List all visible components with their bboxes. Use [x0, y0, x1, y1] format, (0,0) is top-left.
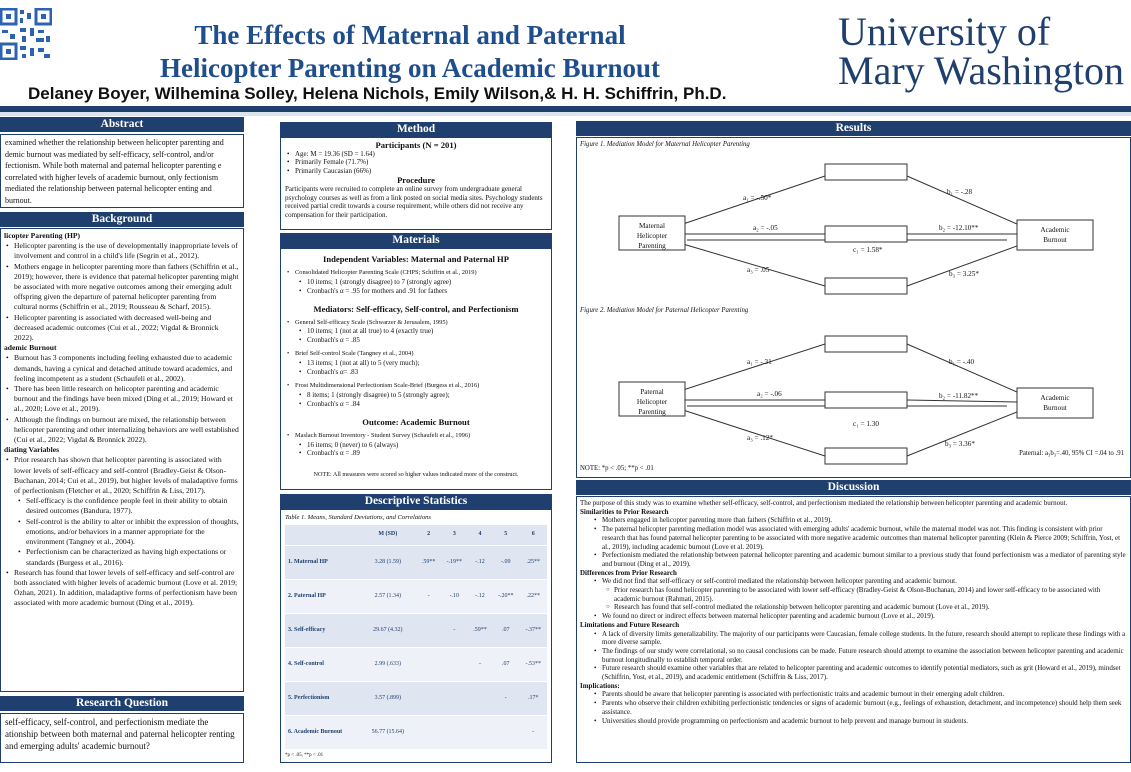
fig1-m1-box — [825, 164, 907, 180]
table-cell: - — [441, 613, 468, 647]
scale-detail: • Cronbach's α = .89 — [285, 449, 547, 458]
abstract-text: examined whether the relationship between helicopter parenting and demic burnout was mediated by self-efficacy, self-control, and/or fectionism. While both maternal and paternal helicopter parenting e correlated with higher levels of academic burnout, only fectionism mediated the relationship between paternal helicopter enting and burnout. — [5, 138, 224, 205]
research-question-text: self-efficacy, self-control, and perfectionism mediate the ationship between both maternal and paternal helicopter renting and emerging adults' academic burnout? — [5, 717, 235, 751]
descriptive-box — [280, 509, 552, 763]
table-cell — [441, 681, 468, 715]
table-cell: -.10 — [441, 579, 468, 613]
table-cell — [441, 647, 468, 681]
fig2-a1: a₁ = -.31 — [747, 358, 772, 366]
fig2-y-label1: Academic — [1040, 394, 1070, 402]
background-bullet: • Helicopter parenting is associated with decreased well-being and decreased academic outcomes (Cui et al., 2022; Vigdal & Bronnick 2022). — [4, 313, 240, 344]
figure1-caption: Figure 1. Mediation Model for Maternal Helicopter Parenting — [580, 141, 750, 148]
table-footnote: *p < .05, **p < .01 — [285, 752, 324, 758]
fig2-c: c₁ = 1.30 — [853, 420, 879, 428]
table-cell: .59** — [417, 545, 441, 579]
table-header-cell: 6 — [519, 525, 547, 545]
spacer — [285, 296, 547, 301]
scale-detail: • Cronbach's α = .84 — [285, 400, 547, 409]
table-cell: .22** — [519, 579, 547, 613]
participants-title: Participants (N = 201) — [375, 140, 457, 150]
fig2-x-label1: Paternal — [640, 388, 664, 396]
fig1-x-label3: Parenting — [638, 242, 666, 250]
table-row-label: 3. Self-efficacy — [285, 613, 359, 647]
fig2-b3: b₃ = 3.36* — [945, 440, 975, 448]
background-heading: Background — [0, 212, 244, 227]
table-cell — [468, 715, 492, 749]
fig1-m2-box — [825, 226, 907, 242]
table-row — [285, 647, 547, 681]
background-bullet: • Prior research has shown that helicopter parenting is associated with lower levels of self-efficacy and self-control (Bradley-Geist & Olson-Buchanan, 2014; Cui et al., 2019), but higher levels of maladaptive forms of perfectionism (Fletcher et al., 2020; Schiffrin & Liss, 2017). — [4, 455, 240, 496]
table-cell — [492, 715, 519, 749]
background-subbullet: • Self-control is the ability to alter or inhibit the expression of thoughts, emotions, and/or behaviors in a manner appropriate for the environment (Tangney et al., 2004). — [4, 517, 240, 548]
discussion-subheading: Limitations and Future Research — [580, 620, 680, 629]
table-cell — [417, 647, 441, 681]
fig2-y-label2: Burnout — [1043, 404, 1067, 412]
table-cell: - — [468, 647, 492, 681]
fig1-b2: b₂ = -12.10** — [939, 224, 979, 232]
discussion-bullet: • Perfectionism mediated the relationship between paternal helicopter parenting and academic burnout similar to a previous study that found perfectionism was a mediator of parenting style and burnout (Ding et al., 2019). — [580, 551, 1127, 568]
table-cell: -.20** — [492, 579, 519, 613]
university-logo — [838, 9, 1131, 93]
fig2-x-label2: Helicopter — [636, 398, 668, 406]
qr-code[interactable] — [0, 8, 52, 60]
table-cell: 3.57 (.899) — [359, 681, 417, 715]
discussion-bullet: • Future research should examine other variables that are related to helicopter parenting and academic outcomes to identify potential mediators, such as grit (Howard et al., 2019), mindset (Schiffrin, Yost, et al., 2019), and academic entitlement (Schiffrin & Liss, 2017). — [580, 664, 1127, 681]
descriptive-table — [285, 525, 547, 750]
discussion-bullet: • The findings of our study were correlational, so no causal conclusions can be made. Future research should attempt to examine the association between helicopter parenting and academic burnout longitudinally to establish temporal order. — [580, 647, 1127, 664]
table-row-label: 2. Paternal HP — [285, 579, 359, 613]
table-cell: -.12 — [468, 579, 492, 613]
table-cell: -.09 — [492, 545, 519, 579]
table-row — [285, 545, 547, 579]
fig1-c: c₁ = 1.58* — [853, 246, 883, 254]
table-cell: .17* — [519, 681, 547, 715]
background-box — [0, 228, 244, 692]
table-cell: .07 — [492, 647, 519, 681]
authors: Delaney Boyer, Wilhemina Solley, Helena Nichols, Emily Wilson,& H. H. Schiffrin, Ph.D. — [28, 84, 727, 103]
discussion-bullet: • Universities should provide programming on perfectionism and academic burnout to help prevent and manage burnout in students. — [580, 717, 1127, 726]
abstract-heading: Abstract — [0, 117, 244, 132]
fig2-m1-box — [825, 336, 907, 352]
fig2-a2: a₂ = -.06 — [757, 390, 782, 398]
fig1-y-box — [1017, 220, 1093, 250]
fig1-b1: b₁ = -.28 — [947, 188, 973, 196]
poster-title-line1: The Effects of Maternal and Paternal — [194, 20, 626, 50]
table-header-cell: 3 — [441, 525, 468, 545]
table-cell: - — [417, 579, 441, 613]
scale-detail: • 16 items; 0 (never) to 6 (always) — [285, 441, 547, 450]
discussion-bullet: • We did not find that self-efficacy or self-control mediated the relationship between helicopter parenting and academic burnout. — [580, 577, 1127, 586]
figure2-caption: Figure 2. Mediation Model for Paternal Helicopter Parenting — [580, 307, 749, 314]
figure1-mediation-model — [587, 154, 1127, 304]
mediators-title: Mediators: Self-efficacy, Self-control, and Perfectionism — [313, 303, 519, 314]
poster-title-line2: Helicopter Parenting on Academic Burnout — [160, 53, 660, 83]
discussion-subheading: Implications: — [580, 681, 620, 690]
table-cell: .25** — [519, 545, 547, 579]
table-cell: -.37** — [519, 613, 547, 647]
materials-box — [280, 248, 552, 490]
results-heading: Results — [576, 121, 1131, 136]
table-cell: - — [492, 681, 519, 715]
fig1-a1: a₁ = -.50* — [743, 194, 772, 202]
background-bullet: • Research has found that lower levels of self-efficacy and self-control are both associated with higher levels of academic burnout (Love et al. 2019; Özhan, 2021). In addition, maladaptive forms of perfectionism have been associated with more academic burnout (Ding et al., 2019). — [4, 568, 240, 609]
discussion-intro: The purpose of this study was to examine whether self-efficacy, self-control, and perfectionism mediated the relationship between helicopter parenting and academic burnout. — [580, 499, 1068, 507]
scale-name: • Consolidated Helicopter Parenting Scale (CHPS; Schiffrin et al., 2019) — [285, 269, 547, 278]
fig1-a2: a₂ = -.05 — [753, 224, 778, 232]
fig2-y-box — [1017, 388, 1093, 418]
scale-detail: • 13 items; 1 (not at all) to 5 (very much); — [285, 359, 547, 368]
background-bullet: • There has been little research on helicopter parenting and academic burnout and the findings have been mixed (Ding et al., 2019; Howard et al., 2020; Love et al., 2019). — [4, 384, 240, 415]
table-header-cell: 4 — [468, 525, 492, 545]
table-header-cell: M (SD) — [359, 525, 417, 545]
fig1-a3: a₃ = .05 — [747, 266, 770, 274]
results-box — [576, 137, 1131, 478]
fig2-m3-box — [825, 448, 907, 464]
table-cell — [468, 681, 492, 715]
background-subheading: ademic Burnout — [4, 343, 57, 353]
scale-name: • General Self-efficacy Scale (Schwarzer & Jerusalem, 1995) — [285, 319, 547, 328]
table-header-cell: 2 — [417, 525, 441, 545]
fig2-b2: b₂ = -11.82** — [939, 392, 979, 400]
scale-name: • Maslach Burnout Inventory - Student Survey (Schaufeli et al., 1996) — [285, 432, 547, 441]
table-cell — [441, 715, 468, 749]
materials-note: NOTE: All measures were scored so higher values indicated more of the construct. — [313, 471, 519, 479]
table-cell — [417, 681, 441, 715]
background-bullet: • Mothers engage in helicopter parenting more than fathers (Schiffrin et al., 2019); however, there is evidence that paternal helicopter parenting might be associated with more negative outcomes among their emerging adult offspring given the departure of paternal helicopter parenting from cultural norms (Schiffrin et al., 2019; Rousseau & Scharf, 2015). — [4, 262, 240, 313]
table-cell — [417, 613, 441, 647]
procedure-text: Participants were recruited to complete an online survey from undergraduate general psychology courses as well as from a link posted on social media sites. Psychology students received partial credit towards a course requirement, while others did not receive any compensation for their participation. — [285, 184, 543, 219]
results-note: NOTE: *p < .05; **p < .01 — [580, 465, 654, 472]
participant-caucasian: • Primarily Caucasian (66%) — [285, 167, 547, 176]
fig1-y-label2: Burnout — [1043, 236, 1067, 244]
research-question-heading: Research Question — [0, 696, 244, 711]
fig2-m2-box — [825, 392, 907, 408]
discussion-subheading: Differences from Prior Research — [580, 568, 677, 577]
table-cell: -.12 — [468, 545, 492, 579]
table-cell: -.53** — [519, 647, 547, 681]
abstract-box — [0, 134, 244, 208]
table-header-cell — [285, 525, 359, 545]
spacer — [285, 458, 547, 463]
table-row-label: 5. Perfectionism — [285, 681, 359, 715]
fig1-m3-box — [825, 278, 907, 294]
table-row-label: 1. Maternal HP — [285, 545, 359, 579]
table-cell: 3.28 (1.59) — [359, 545, 417, 579]
table-cell: .07 — [492, 613, 519, 647]
table-cell: 2.57 (1.34) — [359, 579, 417, 613]
scale-detail: • Cronbach's α = .85 — [285, 336, 547, 345]
outcome-title: Outcome: Academic Burnout — [362, 416, 470, 427]
discussion-bullet: • Mothers engaged in helicopter parenting more than fathers (Schiffrin et al., 2019). — [580, 516, 1127, 525]
table-row — [285, 613, 547, 647]
fig1-x-label2: Helicopter — [636, 232, 668, 240]
scale-detail: • Cronbach's α= .83 — [285, 368, 547, 377]
participant-female: • Primarily Female (71.7%) — [285, 158, 547, 167]
table-header-row — [285, 525, 547, 545]
table-row-label: 6. Academic Burnout — [285, 715, 359, 749]
table-row-label: 4. Self-control — [285, 647, 359, 681]
logo-line1: University of — [838, 9, 1051, 54]
discussion-subheading: Similarities to Prior Research — [580, 507, 669, 516]
table-cell: 29.67 (4.32) — [359, 613, 417, 647]
discussion-heading: Discussion — [576, 480, 1131, 495]
discussion-subbullet: ○ Research has found that self-control mediated the relationship between helicopter parenting and academic burnout (Love et al., 2019). — [580, 603, 1127, 612]
background-subbullet: • Perfectionism can be characterized as having high expectations or standards (Burgess et al., 2016). — [4, 547, 240, 567]
scale-name: • Brief Self-control Scale (Tangney et al., 2004) — [285, 350, 547, 359]
research-question-box — [0, 713, 244, 763]
discussion-subbullet: ○ Prior research has found helicopter parenting to be associated with lower self-efficacy (Bradley-Geist & Olson-Buchanan, 2014) and lower self-efficacy to be associated with academic burnout (Rahmati, 2015). — [580, 586, 1127, 603]
background-subbullet: • Self-efficacy is the confidence people feel in their ability to obtain desired outcomes (Bandura, 1977). — [4, 496, 240, 516]
table-header-cell: 5 — [492, 525, 519, 545]
spacer — [285, 409, 547, 414]
background-subheading: licopter Parenting (HP) — [4, 231, 81, 240]
scale-detail: • 8 items; 1 (strongly disagree) to 5 (strongly agree); — [285, 391, 547, 400]
materials-heading: Materials — [280, 233, 552, 248]
descriptive-heading: Descriptive Statistics — [280, 494, 552, 509]
discussion-bullet: • The paternal helicopter parenting mediation model was associated with emerging adults' academic burnout, while the maternal model was not. This finding is consistent with prior research that has found paternal helicopter parenting to be associated with more negative academic outcomes than maternal helicopter parenting (Klein & Pierce 2009; Schiffrin, Yost, et al., 2019), including academic burnout (Love et al. 2019). — [580, 525, 1127, 551]
fig1-y-label1: Academic — [1040, 226, 1070, 234]
iv-title: Independent Variables: Maternal and Paternal HP — [323, 254, 509, 264]
qr-code-icon — [0, 8, 52, 60]
scale-detail: • 10 items; 1 (not at all true) to 4 (exactly true) — [285, 327, 547, 336]
background-bullet: • Burnout has 3 components including feeling exhausted due to academic demands, having a cynical and detached attitude toward academics, and feeling incompetent as a student (Schaufeli et al., 2002). — [4, 353, 240, 384]
scale-detail: • Cronbach's α = .95 for mothers and .91 for fathers — [285, 287, 547, 296]
fig1-x-label1: Maternal — [639, 222, 665, 230]
discussion-bullet: • Parents should be aware that helicopter parenting is associated with perfectionistic traits and academic burnout in their emerging adult children. — [580, 690, 1127, 699]
discussion-bullet: • Parents who observe their children exhibiting perfectionistic tendencies or signs of academic burnout (e.g., feelings of exhaustion, detachment, and incompetence) should help them seek assistance. — [580, 699, 1127, 716]
discussion-bullet: • We found no direct or indirect effects between maternal helicopter parenting and academic burnout (Love et al., 2019). — [580, 612, 1127, 621]
background-bullet: • Helicopter parenting is the use of developmentally inappropriate levels of involvement and control in a child's life (Segrin et al., 2012). — [4, 241, 240, 261]
scale-detail: • 10 items; 1 (strongly disagree) to 7 (strongly agree) — [285, 278, 547, 287]
header-bar-light — [0, 112, 1131, 116]
table-cell: 2.99 (.633) — [359, 647, 417, 681]
method-box — [280, 137, 552, 230]
scale-name: • Frost Multidimensional Perfectionism Scale-Brief (Burgess et al., 2016) — [285, 382, 547, 391]
table-cell: .59** — [468, 613, 492, 647]
table-cell — [417, 715, 441, 749]
fig2-x-label3: Parenting — [638, 408, 666, 416]
fig2-b1: b₁ = -.40 — [949, 358, 975, 366]
participant-age: • Age: M = 19.36 (SD = 1.64) — [285, 150, 547, 159]
table-row — [285, 715, 547, 749]
table-row — [285, 579, 547, 613]
fig2-a3: a₃ = .12* — [747, 434, 773, 442]
logo-line2: Mary Washington — [838, 48, 1125, 93]
table-row — [285, 681, 547, 715]
paternal-indirect-effect: Paternal: a₃b₃=.40, 95% CI =.04 to .91 — [1019, 450, 1124, 457]
procedure-title: Procedure — [397, 175, 435, 186]
discussion-box — [576, 496, 1131, 763]
table-cell: - — [519, 715, 547, 749]
table-cell: -.19** — [441, 545, 468, 579]
fig1-b3: b₃ = 3.25* — [949, 270, 979, 278]
background-bullet: • Although the findings on burnout are mixed, the relationship between helicopter parenting and other internalizing behaviors are well established (Cui et al., 2022; Vigdal & Bronnick 2022). — [4, 415, 240, 446]
discussion-bullet: • A lack of diversity limits generalizability. The majority of our participants were Caucasian, female college students. In the future, research should attempt to replicate these findings with a more diverse sample. — [580, 630, 1127, 647]
method-heading: Method — [280, 122, 552, 137]
table-cell: 56.77 (15.64) — [359, 715, 417, 749]
background-subheading: diating Variables — [4, 445, 60, 455]
table-caption: Table 1. Means, Standard Deviations, and Correlations — [285, 514, 431, 521]
